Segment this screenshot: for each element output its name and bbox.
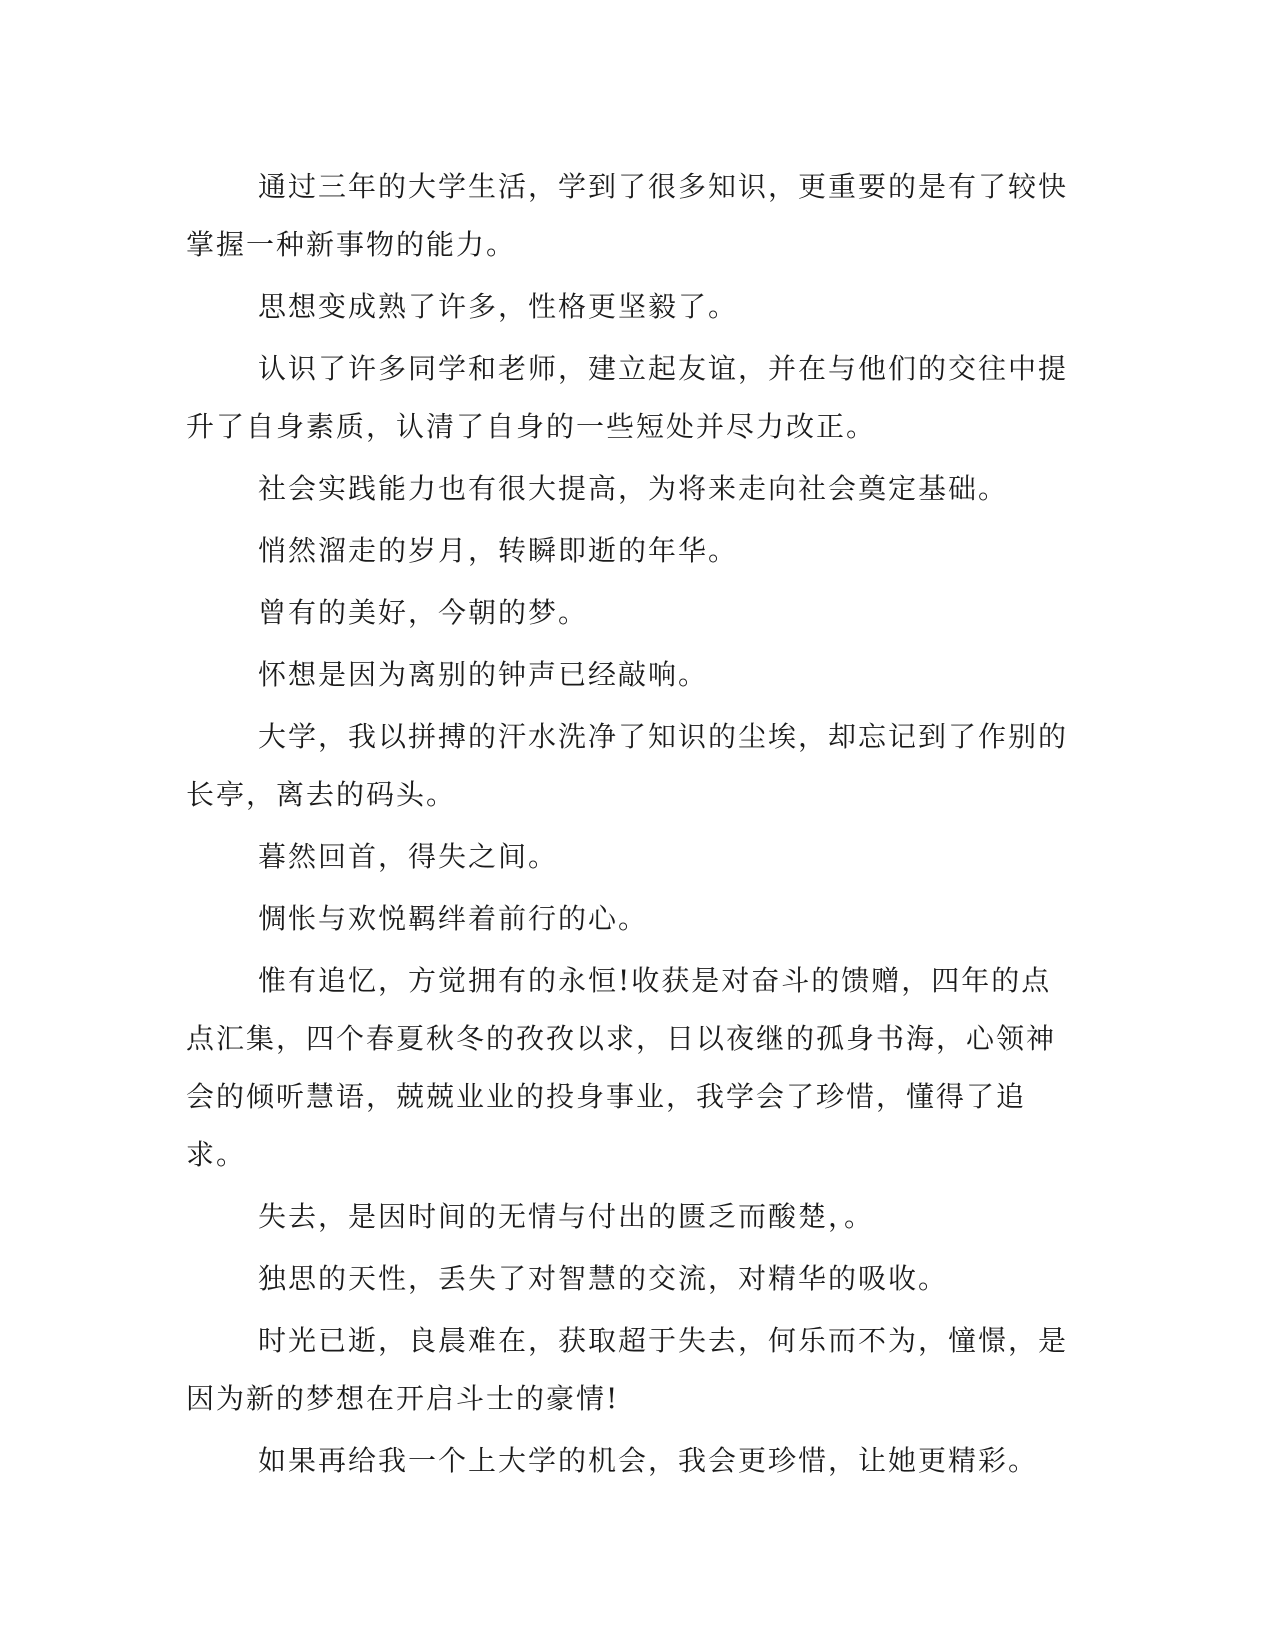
document-body — [186, 158, 1068, 1494]
paragraph: 大学，我以拼搏的汗水洗净了知识的尘埃，却忘记到了作别的长亭，离去的码头。 — [186, 720, 1069, 811]
paragraph: 认识了许多同学和老师，建立起友谊，并在与他们的交往中提升了自身素质，认清了自身的一些短处并尽力改正。 — [186, 352, 1069, 443]
paragraph: 惟有追忆，方觉拥有的永恒!收获是对奋斗的馈赠，四年的点点汇集，四个春夏秋冬的孜孜以求，日以夜继的孤身书海，心领神会的倾听慧语，兢兢业业的投身事业，我学会了珍惜，懂得了追求。 — [186, 964, 1057, 1171]
paragraph: 失去，是因时间的无情与付出的匮乏而酸楚，。 — [258, 1200, 875, 1233]
paragraph: 如果再给我一个上大学的机会，我会更珍惜，让她更精彩。 — [258, 1444, 1039, 1477]
paragraph: 悄然溜走的岁月，转瞬即逝的年华。 — [258, 534, 739, 567]
paragraph: 独思的天性，丢失了对智慧的交流，对精华的吸收。 — [258, 1262, 949, 1295]
paragraph: 社会实践能力也有很大提高，为将来走向社会奠定基础。 — [258, 472, 1009, 505]
paragraph: 思想变成熟了许多，性格更坚毅了。 — [258, 290, 739, 323]
paragraph: 暮然回首，得失之间。 — [258, 840, 559, 873]
paragraph: 通过三年的大学生活，学到了很多知识，更重要的是有了较快掌握一种新事物的能力。 — [186, 170, 1069, 261]
paragraph: 曾有的美好，今朝的梦。 — [258, 596, 589, 629]
paragraph: 时光已逝，良晨难在，获取超于失去，何乐而不为，憧憬，是因为新的梦想在开启斗士的豪情! — [186, 1324, 1069, 1415]
paragraph: 惆怅与欢悦羁绊着前行的心。 — [258, 902, 649, 935]
paragraph: 怀想是因为离别的钟声已经敲响。 — [258, 658, 709, 691]
